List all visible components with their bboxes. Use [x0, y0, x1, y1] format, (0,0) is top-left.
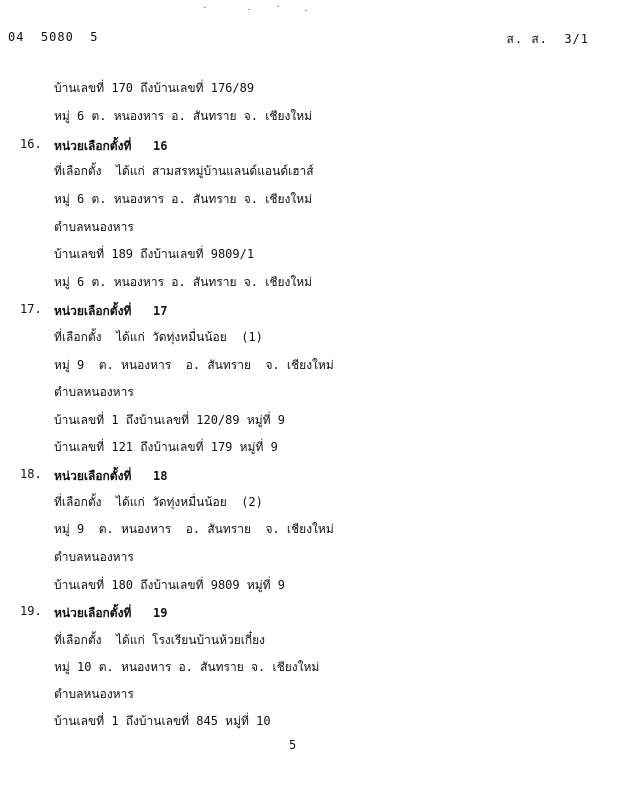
address-line: หมู่ 6 ต. หนองหาร อ. สันทราย จ. เชียงใหม่	[54, 192, 313, 206]
section-title: หน่วยเลือกตั้งที่ 19	[54, 606, 168, 620]
document-code: 04 5080 5	[8, 30, 99, 44]
speck	[204, 7, 206, 8]
address-line: หมู่ 9 ต. หนองหาร อ. สันทราย จ. เชียงใหม่	[54, 522, 334, 536]
house-range-line: บ้านเลขที่ 170 ถึงบ้านเลขที่ 176/89	[54, 81, 255, 95]
page-number: 5	[289, 738, 297, 752]
section-title: หน่วยเลือกตั้งที่ 16	[54, 139, 168, 153]
speck	[277, 6, 279, 7]
section-number: 16.	[20, 137, 42, 151]
address-line: หมู่ 10 ต. หนองหาร อ. สันทราย จ. เชียงใหม่	[54, 660, 320, 674]
polling-place-line: ที่เลือกตั้ง ได้แก่ วัดทุ่งหมื่นน้อย (2)	[54, 495, 263, 509]
polling-place-line: ที่เลือกตั้ง ได้แก่ วัดทุ่งหมื่นน้อย (1)	[54, 330, 263, 344]
subdistrict-line: ตำบลหนองหาร	[54, 385, 134, 399]
scan-noise	[0, 4, 619, 14]
house-range-line: บ้านเลขที่ 121 ถึงบ้านเลขที่ 179 หมู่ที่ 9	[54, 440, 278, 454]
house-range-line: บ้านเลขที่ 1 ถึงบ้านเลขที่ 845 หมู่ที่ 10	[54, 714, 271, 728]
section-title: หน่วยเลือกตั้งที่ 17	[54, 304, 168, 318]
address-line: หมู่ 6 ต. หนองหาร อ. สันทราย จ. เชียงใหม่	[54, 275, 313, 289]
subdistrict-line: ตำบลหนองหาร	[54, 220, 134, 234]
speck	[248, 9, 250, 10]
form-code: ส. ส. 3/1	[506, 32, 589, 46]
section-number: 19.	[20, 604, 42, 618]
subdistrict-line: ตำบลหนองหาร	[54, 687, 134, 701]
address-line: หมู่ 6 ต. หนองหาร อ. สันทราย จ. เชียงใหม่	[54, 109, 313, 123]
polling-place-line: ที่เลือกตั้ง ได้แก่ สามสรหมู่บ้านแลนด์แอนด์เฮาส์	[54, 164, 314, 178]
polling-place-line: ที่เลือกตั้ง ได้แก่ โรงเรียนบ้านห้วยเกี๋ยง	[54, 633, 266, 647]
house-range-line: บ้านเลขที่ 189 ถึงบ้านเลขที่ 9809/1	[54, 247, 255, 261]
section-title: หน่วยเลือกตั้งที่ 18	[54, 469, 168, 483]
section-number: 18.	[20, 467, 42, 481]
address-line: หมู่ 9 ต. หนองหาร อ. สันทราย จ. เชียงใหม่	[54, 358, 334, 372]
subdistrict-line: ตำบลหนองหาร	[54, 550, 134, 564]
section-number: 17.	[20, 302, 42, 316]
speck	[305, 10, 307, 11]
house-range-line: บ้านเลขที่ 180 ถึงบ้านเลขที่ 9809 หมู่ที่ 9	[54, 578, 286, 592]
house-range-line: บ้านเลขที่ 1 ถึงบ้านเลขที่ 120/89 หมู่ที่ 9	[54, 413, 286, 427]
